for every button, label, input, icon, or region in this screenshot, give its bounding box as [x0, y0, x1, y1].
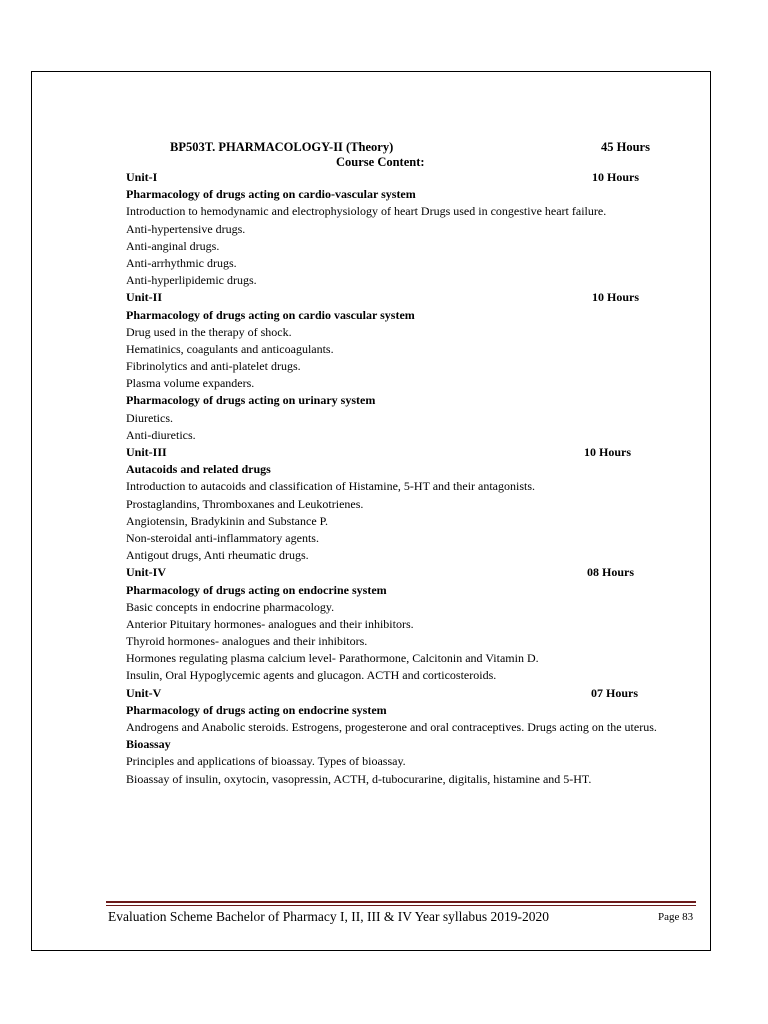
footer-title: Evaluation Scheme Bachelor of Pharmacy I, II, III & IV Year syllabus 2019-2020	[108, 909, 550, 924]
unit-hours: 10 Hours	[584, 445, 632, 459]
topic-line: Androgens and Anabolic steroids. Estrogens, progesterone and oral contraceptives. Drugs acting on the uterus.	[126, 720, 657, 734]
unit-heading	[126, 444, 700, 461]
topic-line: Anti-diuretics.	[126, 427, 196, 442]
course-content-body	[126, 169, 700, 788]
topic-line: Fibrinolytics and anti-platelet drugs.	[126, 359, 301, 374]
unit-name: Unit-I	[126, 170, 158, 184]
section-heading: Pharmacology of drugs acting on endocrine system	[126, 582, 387, 597]
unit-name: Unit-II	[126, 290, 163, 305]
topic-line: Anti-hyperlipidemic drugs.	[126, 273, 257, 288]
course-title: BP503T. PHARMACOLOGY-II (Theory)	[170, 140, 394, 154]
section-heading: Pharmacology of drugs acting on cardio-vascular system	[126, 187, 416, 202]
unit-heading	[126, 169, 700, 186]
footer-divider	[106, 901, 696, 903]
topic-line: Insulin, Oral Hypoglycemic agents and glucagon. ACTH and corticosteroids.	[126, 668, 497, 683]
topic-line: Anterior Pituitary hormones- analogues and their inhibitors.	[126, 616, 414, 631]
section-heading: Pharmacology of drugs acting on urinary system	[126, 393, 376, 408]
section-heading: Pharmacology of drugs acting on endocrine system	[126, 702, 387, 717]
unit-name: Unit-IV	[126, 565, 167, 580]
page-number: Page 83	[658, 911, 694, 923]
unit-name: Unit-III	[126, 445, 167, 459]
unit-heading	[126, 685, 700, 702]
unit-hours: 07 Hours	[591, 685, 639, 700]
unit-hours: 10 Hours	[592, 170, 640, 184]
course-total-hours: 45 Hours	[601, 140, 650, 154]
section-heading: Bioassay	[126, 737, 171, 752]
unit-name: Unit-V	[126, 685, 162, 700]
topic-line: Basic concepts in endocrine pharmacology.	[126, 599, 335, 614]
section-heading: Pharmacology of drugs acting on cardio vascular system	[126, 307, 415, 322]
topic-line: Hormones regulating plasma calcium level- Parathormone, Calcitonin and Vitamin D.	[126, 651, 539, 666]
topic-line: Thyroid hormones- analogues and their inhibitors.	[126, 634, 368, 649]
topic-line: Hematinics, coagulants and anticoagulants.	[126, 341, 334, 356]
unit-hours: 08 Hours	[587, 565, 635, 580]
unit-heading	[126, 289, 700, 306]
topic-line: Introduction to hemodynamic and electrophysiology of heart Drugs used in congestive heart failure.	[126, 204, 607, 219]
section-heading: Autacoids and related drugs	[126, 462, 271, 477]
unit-heading	[126, 564, 700, 581]
topic-line: Angiotensin, Bradykinin and Substance P.	[126, 513, 328, 528]
topic-line: Plasma volume expanders.	[126, 376, 255, 391]
topic-line: Introduction to autacoids and classification of Histamine, 5-HT and their antagonists.	[126, 479, 536, 494]
topic-line: Principles and applications of bioassay. Types of bioassay.	[126, 754, 406, 769]
topic-line: Drug used in the therapy of shock.	[126, 324, 292, 339]
course-content-heading: Course Content:	[336, 155, 425, 169]
footer-divider	[106, 905, 696, 906]
topic-line: Bioassay of insulin, oxytocin, vasopressin, ACTH, d-tubocurarine, digitalis, histamine and 5-HT.	[126, 771, 592, 786]
unit-hours: 10 Hours	[592, 290, 640, 305]
topic-line: Anti-hypertensive drugs.	[126, 221, 246, 236]
topic-line: Antigout drugs, Anti rheumatic drugs.	[126, 548, 309, 563]
topic-line: Anti-arrhythmic drugs.	[126, 255, 237, 270]
topic-line: Non-steroidal anti-inflammatory agents.	[126, 530, 319, 545]
topic-line: Diuretics.	[126, 410, 173, 425]
topic-line: Anti-anginal drugs.	[126, 238, 220, 253]
topic-line: Prostaglandins, Thromboxanes and Leukotrienes.	[126, 496, 364, 511]
